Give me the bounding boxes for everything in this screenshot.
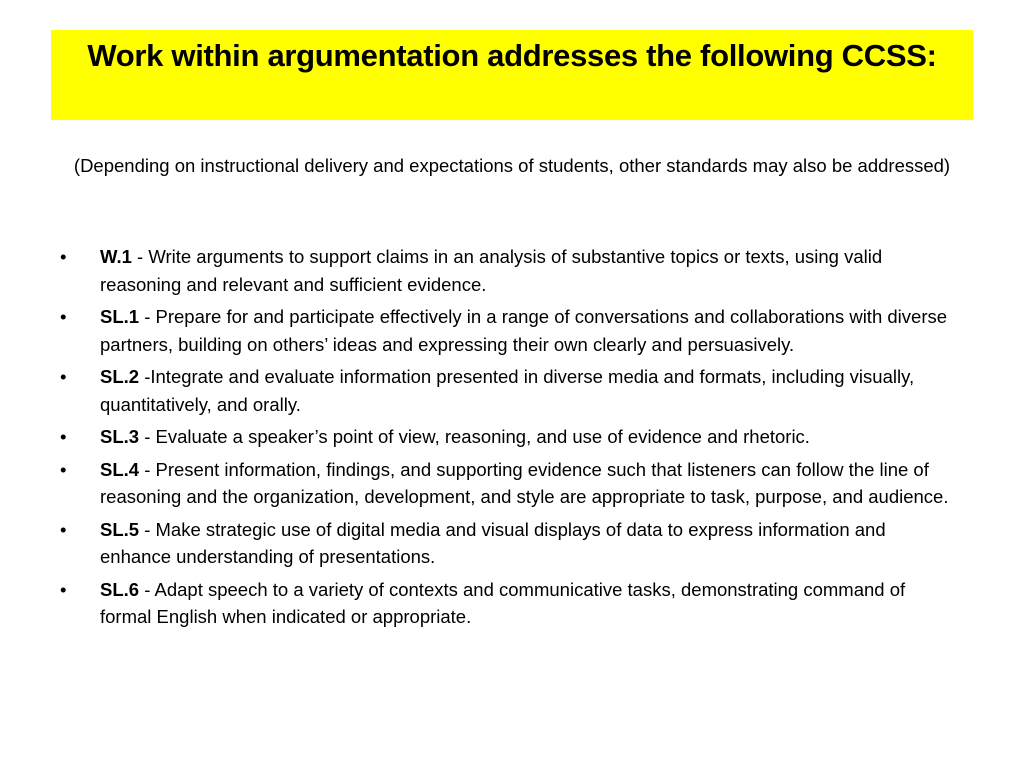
standard-item-sl3: [60, 423, 960, 451]
title-banner: [51, 30, 973, 120]
standard-text: - Prepare for and participate effectively in a range of conversations and collaborations with diverse partners, building on others’ ideas and expressing their own clearly and persuasively.: [100, 306, 948, 355]
bullet-icon: •: [60, 306, 67, 327]
standard-item-sl4: [60, 456, 960, 511]
standard-code: SL.5: [100, 518, 140, 540]
standard-text: - Adapt speech to a variety of contexts and communicative tasks, demonstrating command of formal English when indicated or appropriate.: [100, 578, 906, 627]
bullet-icon: •: [60, 518, 67, 540]
standard-text: - Write arguments to support claims in an analysis of substantive topics or texts, using valid reasoning and relevant and sufficient evidence.: [100, 246, 883, 295]
bullet-icon: •: [60, 246, 67, 267]
standard-item-w1: [60, 243, 960, 298]
standard-text: - Evaluate a speaker’s point of view, reasoning, and use of evidence and rhetoric.: [139, 426, 810, 447]
bullet-icon: •: [60, 578, 67, 600]
standard-item-sl5: [60, 516, 960, 571]
standard-text: - Present information, findings, and supporting evidence such that listeners can follow the line of reasoning and the organization, development, and style are appropriate to task, purpose, and audience.: [100, 458, 949, 507]
standard-text: -Integrate and evaluate information presented in diverse media and formats, including visually, quantitatively, and orally.: [100, 366, 915, 415]
standard-code: SL.2: [100, 366, 140, 387]
bullet-icon: •: [60, 426, 67, 447]
standards-list: [60, 243, 960, 636]
standard-item-sl6: [60, 576, 960, 631]
standard-item-sl1: [60, 303, 960, 358]
standard-item-sl2: [60, 363, 960, 418]
bullet-icon: •: [60, 458, 67, 480]
standard-code: SL.3: [100, 426, 140, 447]
standard-code: SL.6: [100, 578, 140, 600]
bullet-icon: •: [60, 366, 67, 387]
standard-code: W.1: [100, 246, 132, 267]
standard-text: - Make strategic use of digital media and visual displays of data to express information and enhance understanding of presentations.: [100, 518, 886, 567]
standard-code: SL.4: [100, 458, 140, 480]
standard-code: SL.1: [100, 306, 140, 327]
subtitle-note: (Depending on instructional delivery and expectations of students, other standards may also be addressed): [73, 155, 951, 176]
page-title: Work within argumentation addresses the following CCSS:: [87, 38, 937, 73]
